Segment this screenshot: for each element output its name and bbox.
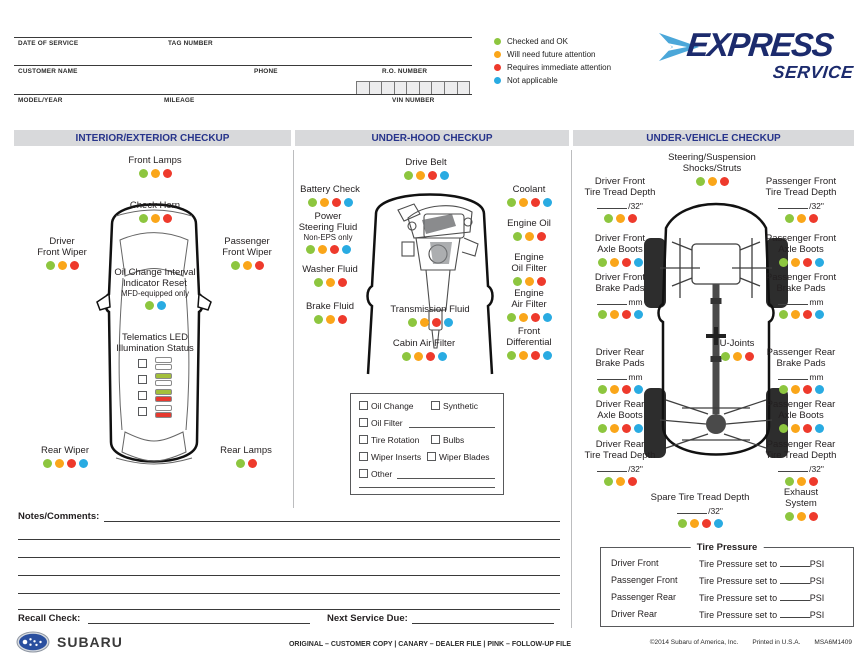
checkbox-telematics-led[interactable]	[138, 391, 147, 400]
legend-red-dot	[494, 64, 501, 71]
status-dots[interactable]	[570, 477, 670, 486]
service-label: Oil Filter	[371, 418, 403, 428]
phone-label: PHONE	[254, 68, 278, 75]
section-title-interior-exterior: INTERIOR/EXTERIOR CHECKUP	[14, 130, 291, 146]
status-dots[interactable]	[570, 310, 670, 319]
item-label: Power	[314, 211, 342, 222]
item-label: Spare Tire Tread Depth	[650, 492, 750, 503]
item-label: Passenger Front	[765, 233, 837, 244]
checkbox-bulbs[interactable]	[431, 435, 440, 444]
form-rule-line	[14, 65, 472, 66]
item-label: Differential	[506, 337, 552, 348]
item-label: Driver Front	[594, 176, 646, 187]
item-label: Engine Oil	[507, 218, 551, 229]
checkbox-tire-rotation[interactable]	[359, 435, 368, 444]
item-label: Tire Tread Depth	[584, 187, 656, 198]
service-option-synthetic	[431, 401, 478, 411]
fill-in-line[interactable]: /32"	[746, 200, 856, 211]
status-dots[interactable]	[746, 424, 856, 433]
status-dots[interactable]	[365, 318, 495, 327]
check-item-driver-rear-tire-tread	[570, 439, 670, 486]
item-label: Check Horn	[129, 200, 181, 211]
item-label: Axle Boots	[778, 410, 824, 421]
fill-in-line[interactable]: mm	[746, 371, 856, 382]
service-label: Wiper Blades	[439, 452, 490, 462]
service-label: Oil Change	[371, 401, 414, 411]
subaru-oval-icon	[16, 631, 50, 653]
service-label: Synthetic	[443, 401, 478, 411]
service-option-wiper-inserts	[359, 452, 421, 462]
form-rule-line	[14, 94, 472, 95]
fill-in-line[interactable]: /32"	[620, 505, 780, 516]
tire-pressure-zone: Passenger Front	[611, 575, 678, 585]
item-label: Drive Belt	[405, 157, 447, 168]
check-item-passenger-rear-brake-pads	[746, 347, 856, 394]
status-dots[interactable]	[369, 352, 479, 361]
service-option-wiper-blades	[427, 452, 490, 462]
item-label: Tire Tread Depth	[584, 450, 656, 461]
checkbox-oil-filter[interactable]	[359, 418, 368, 427]
legend-yellow-dot	[494, 51, 501, 58]
checkbox-oil-change[interactable]	[359, 401, 368, 410]
status-dots[interactable]	[570, 214, 670, 223]
check-item-passenger-front-tire-tread	[746, 176, 856, 223]
item-label: Driver	[49, 236, 75, 247]
check-item-telematics-led	[95, 332, 215, 418]
check-item-rear-wiper	[19, 445, 111, 468]
check-item-driver-rear-axle-boots	[570, 399, 670, 433]
vin-number-label: VIN NUMBER	[392, 97, 435, 104]
status-dots[interactable]	[484, 313, 574, 322]
fill-in-line[interactable]: mm	[746, 296, 856, 307]
notes-line[interactable]	[18, 575, 560, 576]
fill-in-line[interactable]	[780, 592, 810, 601]
checkbox-wiper-blades[interactable]	[427, 452, 436, 461]
logo-service-text: SERVICE	[771, 62, 855, 82]
check-item-passenger-rear-tire-tread	[746, 439, 856, 486]
item-label: Rear Lamps	[220, 445, 272, 456]
service-option-oil-filter	[359, 418, 403, 428]
check-item-exhaust-system	[761, 487, 841, 521]
item-label: Passenger Front	[765, 272, 837, 283]
notes-comments-label: Notes/Comments:	[18, 511, 100, 522]
check-item-driver-front-wiper	[16, 236, 108, 270]
item-label: Brake Fluid	[305, 301, 355, 312]
next-service-due-label: Next Service Due:	[327, 613, 408, 624]
mileage-label: MILEAGE	[164, 97, 195, 104]
legend-item-future-attention	[494, 50, 596, 59]
fill-in-line[interactable]	[780, 558, 810, 567]
item-sublabel: MFD-equipped only	[120, 289, 190, 298]
item-label: Engine	[514, 252, 544, 263]
fill-in-line[interactable]	[780, 575, 810, 584]
legend-label: Not applicable	[507, 76, 558, 85]
item-label: Front Lamps	[128, 155, 182, 166]
checkbox-telematics-led[interactable]	[138, 359, 147, 368]
status-dots[interactable]	[280, 278, 380, 287]
item-label: Driver Rear	[595, 347, 645, 358]
item-label: Exhaust	[783, 487, 819, 498]
check-item-engine-oil-filter	[484, 252, 574, 286]
logo-express-text: EXPRESS	[685, 26, 835, 63]
legend-label: Will need future attention	[507, 50, 596, 59]
copy-distribution-text: ORIGINAL – CUSTOMER COPY | CANARY – DEALER FILE | PINK – FOLLOW-UP FILE	[288, 641, 572, 648]
item-label: Battery Check	[300, 184, 360, 195]
check-item-transmission-fluid	[365, 304, 495, 327]
recall-check-label: Recall Check:	[18, 613, 81, 624]
status-dots[interactable]	[484, 198, 574, 207]
copyright-text: ©2014 Subaru of America, Inc.	[649, 639, 739, 646]
check-item-check-horn	[105, 200, 205, 223]
check-item-drive-belt	[376, 157, 476, 180]
services-performed-box	[350, 393, 504, 495]
item-label: Telematics LED	[122, 332, 188, 343]
item-sublabel: Non-EPS only	[303, 233, 353, 242]
item-label: Oil Change Interval	[114, 267, 196, 278]
check-item-front-differential	[484, 326, 574, 360]
check-item-front-lamps	[105, 155, 205, 178]
notes-line[interactable]	[18, 557, 560, 558]
fill-in-line[interactable]	[397, 478, 495, 479]
status-dots[interactable]	[746, 214, 856, 223]
tire-pressure-entry: Tire Pressure set to PSI	[699, 559, 825, 569]
status-dots[interactable]	[105, 214, 205, 223]
printed-in-text: Printed in U.S.A.	[752, 639, 801, 646]
notes-line[interactable]	[18, 609, 560, 610]
subaru-wordmark: SUBARU	[57, 634, 123, 650]
check-item-oil-change-interval-reset	[85, 267, 225, 310]
tire-pressure-zone: Driver Rear	[611, 609, 658, 619]
status-dots[interactable]	[19, 459, 111, 468]
legend-item-immediate-attention	[494, 63, 611, 72]
check-item-battery-check	[280, 184, 380, 207]
status-dots[interactable]	[280, 198, 380, 207]
status-dots[interactable]	[570, 258, 670, 267]
item-label: Cabin Air Filter	[392, 338, 456, 349]
status-dots[interactable]	[746, 477, 856, 486]
recall-check-line[interactable]	[88, 623, 310, 624]
fill-in-line[interactable]: mm	[570, 371, 670, 382]
check-item-engine-oil	[484, 218, 574, 241]
item-label: Air Filter	[511, 299, 547, 310]
item-label: Front Wiper	[222, 247, 272, 258]
customer-name-label: CUSTOMER NAME	[18, 68, 78, 75]
item-label: Transmission Fluid	[390, 304, 470, 315]
section-title-under-hood: UNDER-HOOD CHECKUP	[295, 130, 569, 146]
check-item-coolant	[484, 184, 574, 207]
express-service-logo	[657, 26, 855, 86]
item-label: Axle Boots	[597, 244, 643, 255]
notes-line[interactable]	[18, 593, 560, 594]
status-dots[interactable]	[376, 171, 476, 180]
date-of-service-label: DATE OF SERVICE	[18, 40, 79, 47]
item-label: System	[785, 498, 817, 509]
fill-in-line[interactable]: mm	[570, 296, 670, 307]
item-label: Steering Fluid	[298, 222, 358, 233]
item-label: Brake Pads	[595, 283, 645, 294]
item-label: Axle Boots	[597, 410, 643, 421]
item-label: Steering/Suspension	[668, 152, 756, 163]
status-dots[interactable]	[484, 232, 574, 241]
status-dots[interactable]	[746, 310, 856, 319]
service-option-other	[359, 469, 392, 479]
status-dots[interactable]	[746, 258, 856, 267]
legend-green-dot	[494, 38, 501, 45]
tire-pressure-zone: Driver Front	[611, 558, 659, 568]
check-item-washer-fluid	[280, 264, 380, 287]
status-dots[interactable]	[85, 301, 225, 310]
check-item-driver-front-tire-tread	[570, 176, 670, 223]
status-dots[interactable]	[620, 519, 780, 528]
check-item-power-steering-fluid	[278, 211, 378, 254]
item-label: Coolant	[512, 184, 546, 195]
tire-pressure-entry: Tire Pressure set to PSI	[699, 610, 825, 620]
tire-pressure-title: Tire Pressure	[691, 542, 764, 553]
status-dots[interactable]	[761, 512, 841, 521]
model-year-label: MODEL/YEAR	[18, 97, 63, 104]
status-dots[interactable]	[278, 245, 378, 254]
check-item-driver-front-axle-boots	[570, 233, 670, 267]
item-label: Shocks/Struts	[682, 163, 742, 174]
item-label: Illumination Status	[116, 343, 194, 354]
item-label: Passenger Rear	[766, 399, 836, 410]
fill-in-line[interactable]	[359, 487, 495, 488]
item-label: Indicator Reset	[123, 278, 187, 289]
form-rule-line	[14, 37, 472, 38]
service-option-oil-change	[359, 401, 414, 411]
check-item-rear-lamps	[200, 445, 292, 468]
ro-number-label: R.O. NUMBER	[382, 68, 428, 75]
vin-entry-cells[interactable]	[356, 81, 470, 95]
telematics-led-rows[interactable]	[95, 357, 215, 418]
item-label: Passenger Rear	[766, 347, 836, 358]
service-label: Wiper Inserts	[371, 452, 422, 462]
tire-pressure-zone: Passenger Rear	[611, 592, 677, 602]
check-item-spare-tire-tread	[620, 492, 780, 528]
status-dots[interactable]	[570, 424, 670, 433]
check-item-engine-air-filter	[484, 288, 574, 322]
item-label: Driver Front	[594, 233, 646, 244]
status-dots[interactable]	[200, 459, 292, 468]
item-label: Engine	[514, 288, 544, 299]
item-label: Driver Rear	[595, 399, 645, 410]
check-item-driver-front-brake-pads	[570, 272, 670, 319]
tire-pressure-entry: Tire Pressure set to PSI	[699, 593, 825, 603]
fill-in-line[interactable]: /32"	[570, 463, 670, 474]
status-dots[interactable]	[570, 385, 670, 394]
item-label: Passenger	[224, 236, 270, 247]
fill-in-line[interactable]: /32"	[746, 463, 856, 474]
item-label: Brake Pads	[595, 358, 645, 369]
item-label: Front	[517, 326, 541, 337]
legend-blue-dot	[494, 77, 501, 84]
tag-number-label: TAG NUMBER	[168, 40, 213, 47]
checkbox-telematics-led[interactable]	[138, 407, 147, 416]
fill-in-line[interactable]: /32"	[570, 200, 670, 211]
item-label: Axle Boots	[778, 244, 824, 255]
item-label: Passenger Rear	[766, 439, 836, 450]
service-label: Bulbs	[443, 435, 465, 445]
tire-pressure-entry: Tire Pressure set to PSI	[699, 576, 825, 586]
service-label: Other	[371, 469, 393, 479]
checkbox-wiper-inserts[interactable]	[359, 452, 368, 461]
service-option-bulbs	[431, 435, 464, 445]
check-item-passenger-rear-axle-boots	[746, 399, 856, 433]
item-label: Brake Pads	[776, 283, 826, 294]
check-item-driver-rear-brake-pads	[570, 347, 670, 394]
legend-label: Requires immediate attention	[507, 63, 612, 72]
fill-in-line[interactable]	[780, 609, 810, 618]
legend-item-checked-ok	[494, 37, 568, 46]
item-label: Washer Fluid	[302, 264, 358, 275]
tire-pressure-box	[600, 542, 854, 627]
item-label: Rear Wiper	[40, 445, 90, 456]
checkbox-telematics-led[interactable]	[138, 375, 147, 384]
legend-item-not-applicable	[494, 76, 558, 85]
status-dots[interactable]	[484, 351, 574, 360]
check-item-cabin-air-filter	[369, 338, 479, 361]
status-dots[interactable]	[105, 169, 205, 178]
fill-in-line[interactable]	[409, 427, 495, 428]
item-label: U-Joints	[719, 338, 755, 349]
item-label: Driver Front	[594, 272, 646, 283]
check-item-passenger-front-axle-boots	[746, 233, 856, 267]
item-label: Tire Tread Depth	[765, 187, 837, 198]
legend-label: Checked and OK	[507, 37, 568, 46]
notes-line[interactable]	[18, 539, 560, 540]
section-title-under-vehicle: UNDER-VEHICLE CHECKUP	[573, 130, 854, 146]
notes-line[interactable]	[104, 521, 560, 522]
next-service-due-line[interactable]	[412, 623, 554, 624]
checkbox-other[interactable]	[359, 469, 368, 478]
status-dots[interactable]	[746, 385, 856, 394]
checkbox-synthetic[interactable]	[431, 401, 440, 410]
item-label: Passenger Front	[765, 176, 837, 187]
item-label: Tire Tread Depth	[765, 450, 837, 461]
item-label: Brake Pads	[776, 358, 826, 369]
status-dots[interactable]	[484, 277, 574, 286]
service-option-tire-rotation	[359, 435, 419, 445]
check-item-passenger-front-brake-pads	[746, 272, 856, 319]
item-label: Oil Filter	[511, 263, 547, 274]
item-label: Driver Rear	[595, 439, 645, 450]
subaru-logo	[16, 631, 123, 653]
form-code: MSA6M1409	[814, 639, 852, 646]
service-label: Tire Rotation	[371, 435, 420, 445]
item-label: Front Wiper	[37, 247, 87, 258]
footer-legal	[650, 639, 852, 646]
